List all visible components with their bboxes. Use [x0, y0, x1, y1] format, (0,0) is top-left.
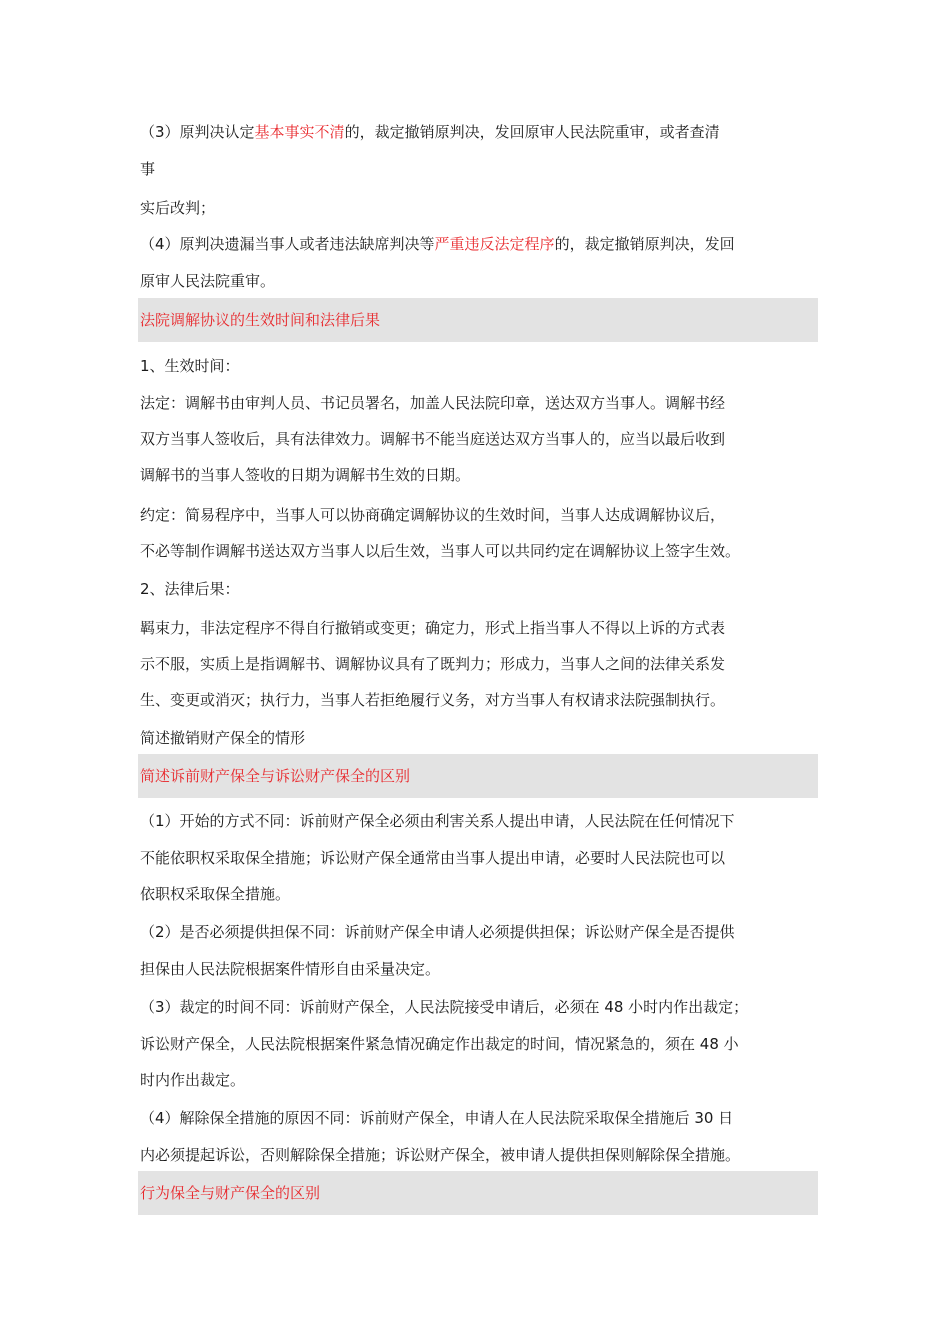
- paragraph-line: 担保由人民法院根据案件情形自由采量决定。: [140, 960, 441, 978]
- paragraph-line: 实后改判；: [140, 199, 216, 217]
- paragraph-line: 原审人民法院重审。: [140, 272, 276, 290]
- paragraph-line: （4）解除保全措施的原因不同：诉前财产保全，申请人在人民法院采取保全措施后 30 日: [140, 1109, 734, 1127]
- paragraph-line: （2）是否必须提供担保不同：诉前财产保全申请人必须提供担保；诉讼财产保全是否提供: [140, 923, 735, 941]
- highlighted-term: 严重违反法定程序: [434, 235, 555, 253]
- section-heading-bar: [138, 1171, 818, 1215]
- paragraph-line: [140, 233, 820, 255]
- paragraph-line: 不能依职权采取保全措施；诉讼财产保全通常由当事人提出申请，必要时人民法院也可以: [140, 849, 726, 867]
- paragraph-line: 示不服，实质上是指调解书、调解协议具有了既判力；形成力，当事人之间的法律关系发: [140, 655, 726, 673]
- text-segment: （4）原判决遗漏当事人或者违法缺席判决等: [140, 235, 435, 253]
- highlighted-term: 基本事实不清: [254, 123, 345, 141]
- item-title: 1、生效时间：: [140, 357, 240, 375]
- paragraph-line: 依职权采取保全措施。: [140, 885, 291, 903]
- paragraph-line: （3）裁定的时间不同：诉前财产保全，人民法院接受申请后，必须在 48 小时内作出裁定；: [140, 998, 749, 1016]
- paragraph-line: 法定：调解书由审判人员、书记员署名，加盖人民法院印章，送达双方当事人。调解书经: [140, 394, 726, 412]
- item-title: 2、法律后果：: [140, 580, 240, 598]
- paragraph-line: 调解书的当事人签收的日期为调解书生效的日期。: [140, 466, 471, 484]
- paragraph-line: （1）开始的方式不同：诉前财产保全必须由利害关系人提出申请，人民法院在任何情况下: [140, 812, 735, 830]
- section-heading-bar: [138, 754, 818, 798]
- paragraph-line: 时内作出裁定。: [140, 1071, 246, 1089]
- paragraph-line: 约定：简易程序中，当事人可以协商确定调解协议的生效时间，当事人达成调解协议后，: [140, 506, 726, 524]
- paragraph-line: 羁束力，非法定程序不得自行撤销或变更；确定力，形式上指当事人不得以上诉的方式表: [140, 619, 726, 637]
- text-segment: （3）原判决认定: [140, 123, 255, 141]
- paragraph-line: 双方当事人签收后，具有法律效力。调解书不能当庭送达双方当事人的，应当以最后收到: [140, 430, 726, 448]
- paragraph-line: 不必等制作调解书送达双方当事人以后生效，当事人可以共同约定在调解协议上签字生效。: [140, 542, 741, 560]
- section-heading: 法院调解协议的生效时间和法律后果: [140, 311, 381, 329]
- section-heading: 行为保全与财产保全的区别: [140, 1184, 321, 1202]
- paragraph-line: 事: [140, 160, 156, 178]
- paragraph-line: 简述撤销财产保全的情形: [140, 729, 306, 747]
- paragraph-line: [140, 121, 820, 143]
- section-heading: 简述诉前财产保全与诉讼财产保全的区别: [140, 767, 411, 785]
- paragraph-line: 内必须提起诉讼，否则解除保全措施；诉讼财产保全，被申请人提供担保则解除保全措施。: [140, 1146, 741, 1164]
- paragraph-line: 生、变更或消灭；执行力，当事人若拒绝履行义务，对方当事人有权请求法院强制执行。: [140, 691, 726, 709]
- text-segment: 的，裁定撤销原判决，发回原审人民法院重审，或者查清: [344, 123, 720, 141]
- paragraph-line: 诉讼财产保全，人民法院根据案件紧急情况确定作出裁定的时间，情况紧急的，须在 48 小: [140, 1035, 739, 1053]
- section-heading-bar: [138, 298, 818, 342]
- text-segment: 的，裁定撤销原判决，发回: [554, 235, 735, 253]
